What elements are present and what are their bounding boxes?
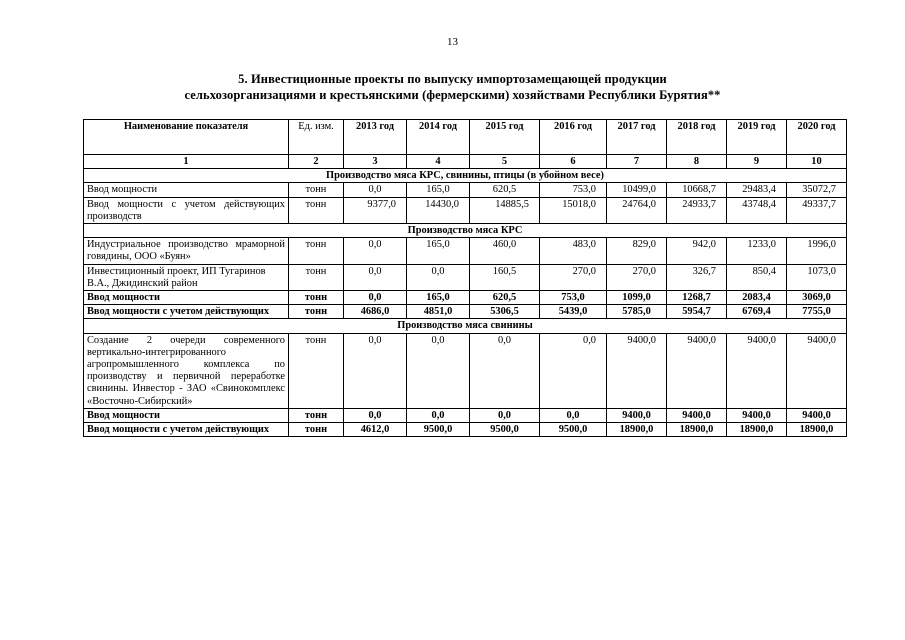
row-label: Ввод мощности <box>84 183 289 197</box>
table-row <box>84 238 847 264</box>
table-row-total <box>84 305 847 319</box>
table-cell: 1996,0 <box>787 238 847 264</box>
table-cell: 5439,0 <box>540 305 607 319</box>
table-cell: 460,0 <box>470 238 540 264</box>
table-cell: 1099,0 <box>607 291 667 305</box>
column-index: 9 <box>727 155 787 169</box>
column-index-row <box>84 155 847 169</box>
table-cell: 620,5 <box>470 291 540 305</box>
column-index: 4 <box>407 155 470 169</box>
table-cell: 9400,0 <box>727 408 787 422</box>
table-cell: 9400,0 <box>787 333 847 408</box>
section-title: Производство мяса свинины <box>84 319 847 333</box>
table-cell: 9400,0 <box>667 408 727 422</box>
table-cell: 24764,0 <box>607 197 667 223</box>
table-cell: 620,5 <box>470 183 540 197</box>
column-header: 2018 год <box>667 120 727 155</box>
table-cell: 9400,0 <box>667 333 727 408</box>
column-header: 2020 год <box>787 120 847 155</box>
table-header-row <box>84 120 847 155</box>
column-header: 2019 год <box>727 120 787 155</box>
table-cell: 2083,4 <box>727 291 787 305</box>
data-table <box>83 119 847 437</box>
section-header-row <box>84 169 847 183</box>
table-cell: 9400,0 <box>787 408 847 422</box>
table-cell: 0,0 <box>344 183 407 197</box>
table-row-total <box>84 423 847 437</box>
row-label: Индустриальное производство мраморной говядины, ООО «Буян» <box>84 238 289 264</box>
table-cell: 49337,7 <box>787 197 847 223</box>
table-cell: 24933,7 <box>667 197 727 223</box>
table-cell: 0,0 <box>344 238 407 264</box>
table-cell: 942,0 <box>667 238 727 264</box>
table-row <box>84 264 847 290</box>
row-unit: тонн <box>289 238 344 264</box>
column-header: Наименование показателя <box>84 120 289 155</box>
page-title <box>60 71 845 103</box>
row-label: Создание 2 очереди современного вертикально-интегрированного агропромышленного комплекса по производству и первичной переработке свинины. Инвестор - ЗАО «Свинокомплекс «Восточно-Сибирский» <box>84 333 289 408</box>
table-cell: 3069,0 <box>787 291 847 305</box>
column-index: 1 <box>84 155 289 169</box>
table-cell: 1268,7 <box>667 291 727 305</box>
table-cell: 14430,0 <box>407 197 470 223</box>
row-label: Ввод мощности <box>84 408 289 422</box>
table-cell: 9400,0 <box>607 408 667 422</box>
row-unit: тонн <box>289 291 344 305</box>
table-cell: 165,0 <box>407 238 470 264</box>
row-unit: тонн <box>289 197 344 223</box>
row-unit: тонн <box>289 408 344 422</box>
table-cell: 270,0 <box>540 264 607 290</box>
table-cell: 29483,4 <box>727 183 787 197</box>
page-number: 13 <box>447 36 458 48</box>
table-cell: 0,0 <box>540 333 607 408</box>
table-row <box>84 183 847 197</box>
table-cell: 483,0 <box>540 238 607 264</box>
table-row-total <box>84 408 847 422</box>
table-cell: 10499,0 <box>607 183 667 197</box>
column-index: 3 <box>344 155 407 169</box>
column-header: 2013 год <box>344 120 407 155</box>
table-cell: 9377,0 <box>344 197 407 223</box>
table-cell: 0,0 <box>344 408 407 422</box>
table-row <box>84 197 847 223</box>
column-header: Ед. изм. <box>289 120 344 155</box>
table-cell: 1233,0 <box>727 238 787 264</box>
table-cell: 0,0 <box>407 408 470 422</box>
row-unit: тонн <box>289 264 344 290</box>
table-cell: 0,0 <box>344 264 407 290</box>
table-row <box>84 333 847 408</box>
row-unit: тонн <box>289 423 344 437</box>
table-cell: 18900,0 <box>727 423 787 437</box>
table-cell: 753,0 <box>540 183 607 197</box>
table-cell: 5306,5 <box>470 305 540 319</box>
column-index: 7 <box>607 155 667 169</box>
table-cell: 1073,0 <box>787 264 847 290</box>
table-cell: 18900,0 <box>607 423 667 437</box>
table-cell: 0,0 <box>344 291 407 305</box>
table-cell: 829,0 <box>607 238 667 264</box>
section-title: Производство мяса КРС <box>84 224 847 238</box>
table-cell: 0,0 <box>407 264 470 290</box>
column-index: 6 <box>540 155 607 169</box>
column-header: 2017 год <box>607 120 667 155</box>
row-label: Ввод мощности с учетом действующих <box>84 305 289 319</box>
section-header-row <box>84 319 847 333</box>
table-cell: 4612,0 <box>344 423 407 437</box>
table-cell: 5785,0 <box>607 305 667 319</box>
table-cell: 9500,0 <box>407 423 470 437</box>
table-cell: 9500,0 <box>470 423 540 437</box>
row-unit: тонн <box>289 333 344 408</box>
table-cell: 9500,0 <box>540 423 607 437</box>
column-header: 2015 год <box>470 120 540 155</box>
table-cell: 43748,4 <box>727 197 787 223</box>
table-cell: 9400,0 <box>607 333 667 408</box>
row-unit: тонн <box>289 183 344 197</box>
table-cell: 850,4 <box>727 264 787 290</box>
column-index: 8 <box>667 155 727 169</box>
row-label: Ввод мощности с учетом действующих производств <box>84 197 289 223</box>
column-index: 2 <box>289 155 344 169</box>
table-cell: 753,0 <box>540 291 607 305</box>
table-cell: 0,0 <box>344 333 407 408</box>
table-cell: 4686,0 <box>344 305 407 319</box>
title-line-2: сельхозорганизациями и крестьянскими (фермерскими) хозяйствами Республики Бурятия** <box>184 88 721 102</box>
table-cell: 15018,0 <box>540 197 607 223</box>
table-cell: 14885,5 <box>470 197 540 223</box>
table-cell: 35072,7 <box>787 183 847 197</box>
row-label: Ввод мощности с учетом действующих <box>84 423 289 437</box>
table-cell: 18900,0 <box>667 423 727 437</box>
table-row-total <box>84 291 847 305</box>
column-header: 2016 год <box>540 120 607 155</box>
table-cell: 10668,7 <box>667 183 727 197</box>
table-cell: 0,0 <box>470 408 540 422</box>
table-cell: 5954,7 <box>667 305 727 319</box>
column-index: 5 <box>470 155 540 169</box>
table-cell: 0,0 <box>470 333 540 408</box>
section-title: Производство мяса КРС, свинины, птицы (в убойном весе) <box>84 169 847 183</box>
section-header-row <box>84 224 847 238</box>
title-line-1: 5. Инвестиционные проекты по выпуску импортозамещающей продукции <box>238 72 667 86</box>
column-index: 10 <box>787 155 847 169</box>
column-header: 2014 год <box>407 120 470 155</box>
row-label: Инвестиционный проект, ИП Тугаринов В.А., Джидинский район <box>84 264 289 290</box>
table-cell: 0,0 <box>540 408 607 422</box>
table-cell: 165,0 <box>407 183 470 197</box>
table-cell: 326,7 <box>667 264 727 290</box>
table-cell: 0,0 <box>407 333 470 408</box>
table-cell: 4851,0 <box>407 305 470 319</box>
row-unit: тонн <box>289 305 344 319</box>
table-cell: 9400,0 <box>727 333 787 408</box>
table-cell: 270,0 <box>607 264 667 290</box>
table-cell: 18900,0 <box>787 423 847 437</box>
table-cell: 160,5 <box>470 264 540 290</box>
table-cell: 7755,0 <box>787 305 847 319</box>
row-label: Ввод мощности <box>84 291 289 305</box>
table-cell: 165,0 <box>407 291 470 305</box>
table-cell: 6769,4 <box>727 305 787 319</box>
